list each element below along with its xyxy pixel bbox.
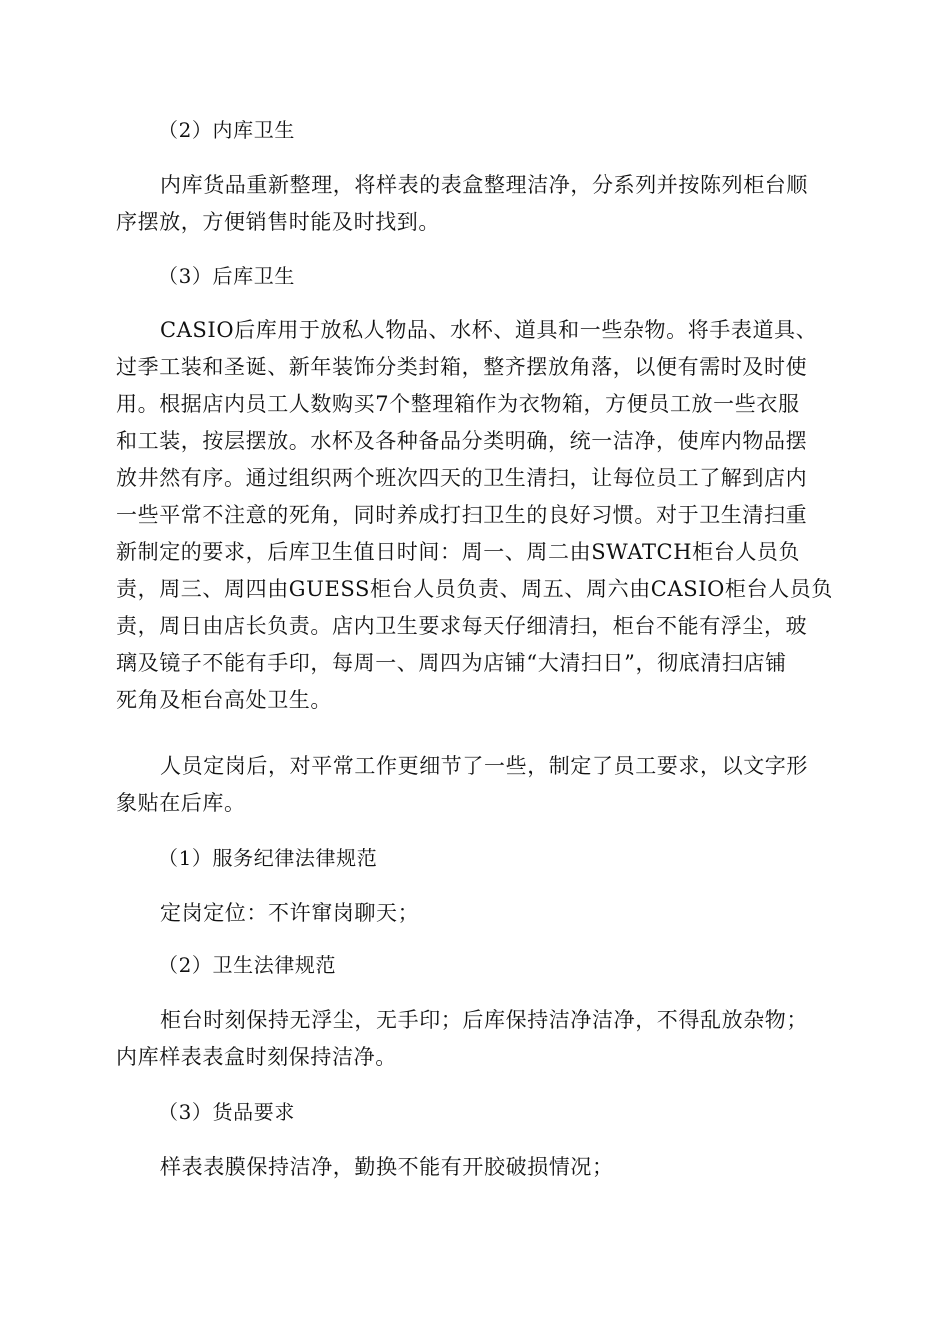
paragraph-line: 责，周日由店长负责。店内卫生要求每天仔细清扫，柜台不能有浮尘，玻	[116, 614, 808, 638]
paragraph-hygiene-rules	[116, 1002, 836, 1076]
section-heading-hygiene-rules: （2）卫生法律规范	[158, 953, 337, 977]
paragraph-line: 定岗定位：不许窜岗聊天；	[160, 901, 420, 925]
paragraph-back-storage	[116, 312, 836, 719]
section-heading-back-storage: （3）后库卫生	[158, 264, 295, 288]
paragraph-line: 璃及镜子不能有手印，每周一、周四为店铺“大清扫日”，彻底清扫店铺	[116, 651, 787, 675]
paragraph-line: 一些平常不注意的死角，同时养成打扫卫生的良好习惯。对于卫生清扫重	[116, 503, 808, 527]
paragraph-line: CASIO后库用于放私人物品、水杯、道具和一些杂物。将手表道具、	[160, 318, 818, 342]
section-heading-goods-requirements: （3）货品要求	[158, 1100, 295, 1124]
paragraph-line: 柜台时刻保持无浮尘，无手印；后库保持洁净洁净，不得乱放杂物；	[160, 1008, 808, 1032]
paragraph-inner-storage	[116, 167, 836, 241]
paragraph-line: 样表表膜保持洁净，勤换不能有开胶破损情况；	[160, 1155, 614, 1179]
paragraph-line: 过季工装和圣诞、新年装饰分类封箱，整齐摆放角落，以便有需时及时使	[116, 355, 808, 379]
paragraph-staff-requirements	[116, 748, 836, 822]
paragraph-line: 新制定的要求，后库卫生值日时间：周一、周二由SWATCH柜台人员负	[116, 540, 801, 564]
paragraph-line: 责，周三、周四由GUESS柜台人员负责、周五、周六由CASIO柜台人员负	[116, 577, 833, 601]
paragraph-line: 人员定岗后，对平常工作更细节了一些，制定了员工要求，以文字形	[160, 754, 808, 778]
paragraph-line: 用。根据店内员工人数购买7个整理箱作为衣物箱，方便员工放一些衣服	[116, 392, 800, 416]
paragraph-line: 内库样表表盒时刻保持洁净。	[116, 1045, 397, 1069]
paragraph-line: 内库货品重新整理，将样表的表盒整理洁净，分系列并按陈列柜台顺	[160, 173, 808, 197]
paragraph-line: 序摆放，方便销售时能及时找到。	[116, 210, 440, 234]
paragraph-line: 死角及柜台高处卫生。	[116, 688, 332, 712]
paragraph-line: 和工装，按层摆放。水杯及各种备品分类明确，统一洁净，使库内物品摆	[116, 429, 808, 453]
section-heading-inner-storage: （2）内库卫生	[158, 118, 295, 142]
section-heading-service-discipline: （1）服务纪律法律规范	[158, 846, 378, 870]
paragraph-line: 放井然有序。通过组织两个班次四天的卫生清扫，让每位员工了解到店内	[116, 466, 808, 490]
paragraph-line: 象贴在后库。	[116, 791, 246, 815]
paragraph-service-discipline	[116, 895, 836, 932]
paragraph-goods-requirements	[116, 1149, 836, 1186]
